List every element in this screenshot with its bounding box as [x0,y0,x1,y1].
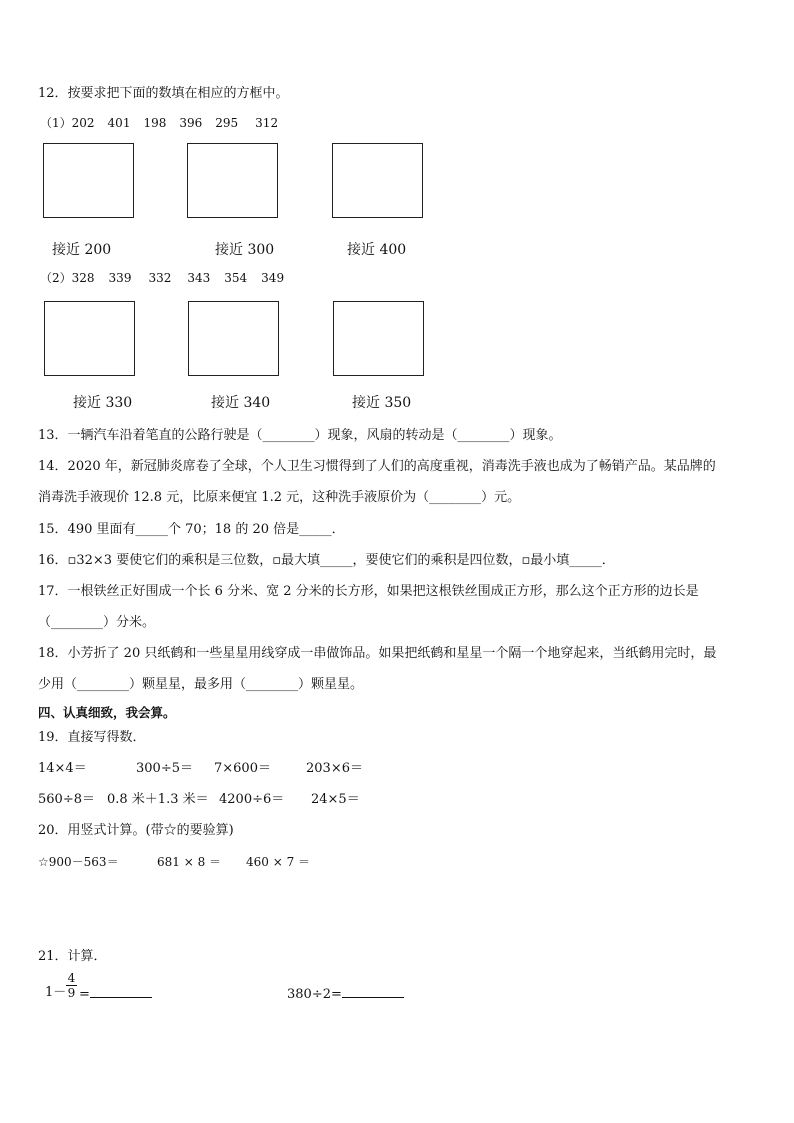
answer-box-near-330[interactable] [44,301,135,376]
number: 396 [179,116,203,130]
number: 202 [71,116,95,130]
calc-item: 7×600＝ [214,761,271,776]
calc-item: 14×4＝ [38,761,87,776]
q17-line1: 17．一根铁丝正好围成一个长 6 分米、宽 2 分米的长方形，如果把这根铁丝围成正方形，那么这个正方形的边长是 [38,584,699,599]
q20-title: 20．用竖式计算。(带☆的要验算) [38,823,234,838]
q17-line2: （________）分米。 [38,615,156,630]
q21-title: 21．计算． [38,949,107,964]
answer-box-near-200[interactable] [43,143,134,218]
vertical-calc-item: 460 × 7 ＝ [246,855,311,869]
number: 354 [224,271,248,285]
q14-line1: 14．2020 年，新冠肺炎席卷了全球，个人卫生习惯得到了人们的高度重视，消毒洗手液也成为了畅销产品。某品牌的 [38,459,716,474]
answer-box-near-400[interactable] [332,143,423,218]
number: 312 [255,116,279,130]
q13: 13．一辆汽车沿着笔直的公路行驶是（________）现象，风扇的转动是（________）现象。 [38,428,562,443]
calc-item: 203×6＝ [306,761,363,776]
calc-item: 560÷8＝ [38,792,95,807]
answer-box-near-340[interactable] [188,301,279,376]
expr-equals: = [79,987,90,1002]
q18-line2: 少用（________）颗星星，最多用（________）颗星星。 [38,677,364,692]
target-label: 接近 330 [73,395,133,411]
q12-part1-label: （1） [40,116,72,130]
expr-text: 380÷2= [287,987,342,1002]
calc-item: 300÷5＝ [136,761,193,776]
answer-box-near-300[interactable] [187,143,278,218]
target-label: 接近 400 [347,242,407,258]
number: 328 [71,271,95,285]
fraction-denominator: 9 [67,986,76,1000]
number: 295 [215,116,239,130]
q12-part1-numbers [40,116,278,130]
q21-expression-1-answer [79,985,152,1003]
number: 339 [108,271,132,285]
fraction-numerator: 4 [67,971,76,985]
q14-line2: 消毒洗手液现价 12.8 元，比原来便宜 1.2 元，这种洗手液原价为（________）元。 [38,490,521,505]
calc-item: 0.8 米＋1.3 米＝ [107,792,209,807]
target-label: 接近 200 [52,242,112,258]
q12-part2-numbers [40,271,284,285]
answer-line[interactable] [342,985,404,998]
target-label: 接近 300 [215,242,275,258]
q19-title: 19．直接写得数． [38,730,146,745]
q16: 16．▫32×3 要使它们的乘积是三位数，▫最大填_____，要使它们的乘积是四位数，▫最小填_____． [38,553,615,568]
q12-part2-label: （2） [40,271,72,285]
q21-expression-2 [287,985,404,1003]
fraction [66,972,77,999]
q18-line1: 18．小芳折了 20 只纸鹤和一些星星用线穿成一串做饰品。如果把纸鹤和星星一个隔一个地穿起来，当纸鹤用完时，最 [38,646,717,661]
answer-box-near-350[interactable] [333,301,424,376]
vertical-calc-item: ☆900－563＝ [38,855,119,869]
q15: 15．490 里面有_____个 70；18 的 20 倍是_____． [38,522,345,537]
target-label: 接近 350 [352,395,412,411]
q21-expression-1 [45,985,66,1001]
calc-item: 4200÷6＝ [219,792,285,807]
expr-prefix: 1－ [45,985,67,1000]
number: 332 [148,271,172,285]
section-heading: 四、认真细致，我会算。 [38,705,176,720]
answer-line[interactable] [90,985,152,998]
vertical-calc-item: 681 × 8 ＝ [157,855,222,869]
number: 343 [187,271,211,285]
q12-title: 12．按要求把下面的数填在相应的方框中。 [38,86,289,101]
calc-item: 24×5＝ [311,792,360,807]
number: 349 [261,271,285,285]
number: 401 [107,116,131,130]
number: 198 [143,116,167,130]
target-label: 接近 340 [211,395,271,411]
